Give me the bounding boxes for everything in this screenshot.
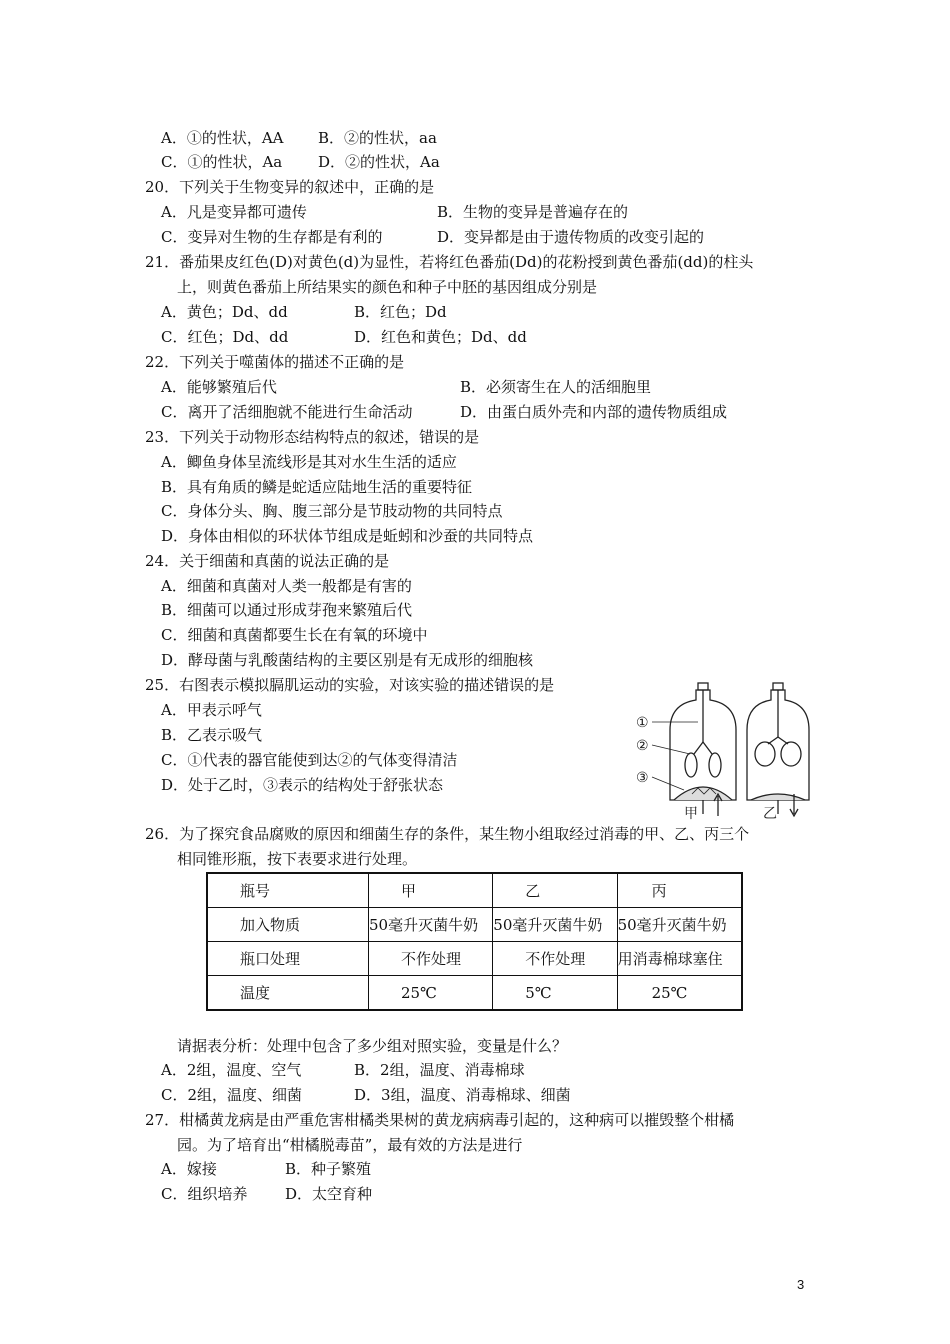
jar-jia-stopper xyxy=(698,683,708,690)
jar-jia-bronchi xyxy=(694,742,712,754)
q24-stem: 24．关于细菌和真菌的说法正确的是 xyxy=(145,552,390,570)
q26-stem-line1: 26．为了探究食品腐败的原因和细菌生存的条件，某生物小组取经过消毒的甲、乙、丙三个 xyxy=(145,825,750,843)
q25-option-a: A．甲表示呼气 xyxy=(161,701,262,719)
q20-stem: 20．下列关于生物变异的叙述中，正确的是 xyxy=(145,178,435,196)
diaphragm-model-diagram xyxy=(632,682,812,822)
q22-stem: 22．下列关于噬菌体的描述不正确的是 xyxy=(145,353,405,371)
jar-yi-stopper xyxy=(773,683,783,690)
q27-stem-line1: 27．柑橘黄龙病是由严重危害柑橘类果树的黄龙病病毒引起的，这种病可以摧毁整个柑橘 xyxy=(145,1111,735,1129)
diagram-label-2: ② xyxy=(636,738,649,754)
q26-option-b: B．2组，温度、消毒棉球 xyxy=(354,1061,525,1079)
q27-option-c: C．组织培养 xyxy=(161,1185,248,1203)
q24-option-b: B．细菌可以通过形成芽孢来繁殖后代 xyxy=(161,601,413,619)
table-row xyxy=(207,976,742,1011)
jar-jia-right-lung xyxy=(709,753,721,777)
table-cell: 用消毒棉球塞住 xyxy=(617,942,742,976)
diagram-label-1: ① xyxy=(636,715,649,731)
table-cell: 不作处理 xyxy=(369,942,493,976)
table-cell: 25℃ xyxy=(369,976,493,1011)
q24-option-c: C．细菌和真菌都要生长在有氧的环境中 xyxy=(161,626,428,644)
q21-option-b: B．红色；Dd xyxy=(354,303,447,321)
jar-yi-diaphragm xyxy=(751,794,805,800)
table-cell: 加入物质 xyxy=(207,908,369,942)
diagram-label-yi: 乙 xyxy=(763,806,777,822)
table-cell: 乙 xyxy=(493,873,617,908)
table-cell: 50毫升灭菌牛奶 xyxy=(369,908,493,942)
q21-option-a: A．黄色；Dd、dd xyxy=(161,303,288,321)
q20-option-c: C．变异对生物的生存都是有利的 xyxy=(161,228,383,246)
table-cell: 温度 xyxy=(207,976,369,1011)
experiment-table xyxy=(206,872,743,1011)
table-row xyxy=(207,873,742,908)
q22-option-b: B．必须寄生在人的活细胞里 xyxy=(460,378,652,396)
q21-stem-line1: 21．番茄果皮红色(D)对黄色(d)为显性，若将红色番茄(Dd)的花粉授到黄色番茄(dd)的柱头 xyxy=(145,253,754,271)
q23-option-b: B．具有角质的鳞是蛇适应陆地生活的重要特征 xyxy=(161,478,473,496)
q27-option-a: A．嫁接 xyxy=(161,1160,217,1178)
diagram-leader-3 xyxy=(652,777,684,790)
q23-stem: 23．下列关于动物形态结构特点的叙述，错误的是 xyxy=(145,428,480,446)
q20-option-b: B．生物的变异是普遍存在的 xyxy=(437,203,629,221)
jar-jia xyxy=(670,683,736,816)
table-cell: 25℃ xyxy=(617,976,742,1011)
q24-option-d: D．酵母菌与乳酸菌结构的主要区别是有无成形的细胞核 xyxy=(161,651,534,669)
q25-option-d: D．处于乙时，③表示的结构处于舒张状态 xyxy=(161,776,444,794)
table-row xyxy=(207,908,742,942)
table-cell: 50毫升灭菌牛奶 xyxy=(617,908,742,942)
q20-option-a: A．凡是变异都可遗传 xyxy=(161,203,307,221)
q26-question: 请据表分析：处理中包含了多少组对照实验，变量是什么？ xyxy=(177,1037,568,1055)
q22-option-d: D．由蛋白质外壳和内部的遗传物质组成 xyxy=(460,403,728,421)
table-cell: 不作处理 xyxy=(493,942,617,976)
q26-option-d: D．3组，温度、消毒棉球、细菌 xyxy=(354,1086,571,1104)
q21-option-d: D．红色和黄色；Dd、dd xyxy=(354,328,527,346)
q21-option-c: C．红色；Dd、dd xyxy=(161,328,289,346)
table-cell: 50毫升灭菌牛奶 xyxy=(493,908,617,942)
jar-yi-right-lung xyxy=(781,742,801,766)
diagram-label-3: ③ xyxy=(636,770,649,786)
q27-option-d: D．太空育种 xyxy=(285,1185,373,1203)
q23-option-a: A．鲫鱼身体呈流线形是其对水生生活的适应 xyxy=(161,453,457,471)
q25-option-c: C．①代表的器官能使到达②的气体变得清洁 xyxy=(161,751,458,769)
q19-option-a: A．①的性状，AA xyxy=(161,129,284,147)
table-cell: 丙 xyxy=(617,873,742,908)
q27-option-b: B．种子繁殖 xyxy=(285,1160,372,1178)
q25-stem: 25．右图表示模拟膈肌运动的实验，对该实验的描述错误的是 xyxy=(145,676,555,694)
q26-option-c: C．2组，温度、细菌 xyxy=(161,1086,303,1104)
diagram-label-jia: 甲 xyxy=(684,806,698,822)
table-row xyxy=(207,942,742,976)
jar-yi-left-lung xyxy=(755,742,775,766)
table-cell: 瓶口处理 xyxy=(207,942,369,976)
q22-option-a: A．能够繁殖后代 xyxy=(161,378,277,396)
q21-stem-line2: 上，则黄色番茄上所结果实的颜色和种子中胚的基因组成分别是 xyxy=(177,278,598,296)
table-cell: 瓶号 xyxy=(207,873,369,908)
q20-option-d: D．变异都是由于遗传物质的改变引起的 xyxy=(437,228,705,246)
q26-stem-line2: 相同锥形瓶，按下表要求进行处理。 xyxy=(177,850,418,868)
diagram-leader-2 xyxy=(652,745,690,754)
q26-option-a: A．2组，温度、空气 xyxy=(161,1061,302,1079)
q23-option-d: D．身体由相似的环状体节组成是蚯蚓和沙蚕的共同特点 xyxy=(161,527,534,545)
jar-yi xyxy=(747,683,809,816)
page-number: 3 xyxy=(797,1277,805,1292)
q19-option-c: C．①的性状，Aa xyxy=(161,153,283,171)
q27-stem-line2: 园。为了培育出“柑橘脱毒苗”，最有效的方法是进行 xyxy=(177,1136,523,1154)
table-cell: 5℃ xyxy=(493,976,617,1011)
jar-jia-left-lung xyxy=(685,753,697,777)
jar-yi-bronchi xyxy=(768,737,788,744)
q22-option-c: C．离开了活细胞就不能进行生命活动 xyxy=(161,403,413,421)
q24-option-a: A．细菌和真菌对人类一般都是有害的 xyxy=(161,577,412,595)
q23-option-c: C．身体分头、胸、腹三部分是节肢动物的共同特点 xyxy=(161,502,503,520)
q25-option-b: B．乙表示吸气 xyxy=(161,726,263,744)
q19-option-d: D．②的性状，Aa xyxy=(318,153,440,171)
table-cell: 甲 xyxy=(369,873,493,908)
q19-option-b: B．②的性状，aa xyxy=(318,129,437,147)
